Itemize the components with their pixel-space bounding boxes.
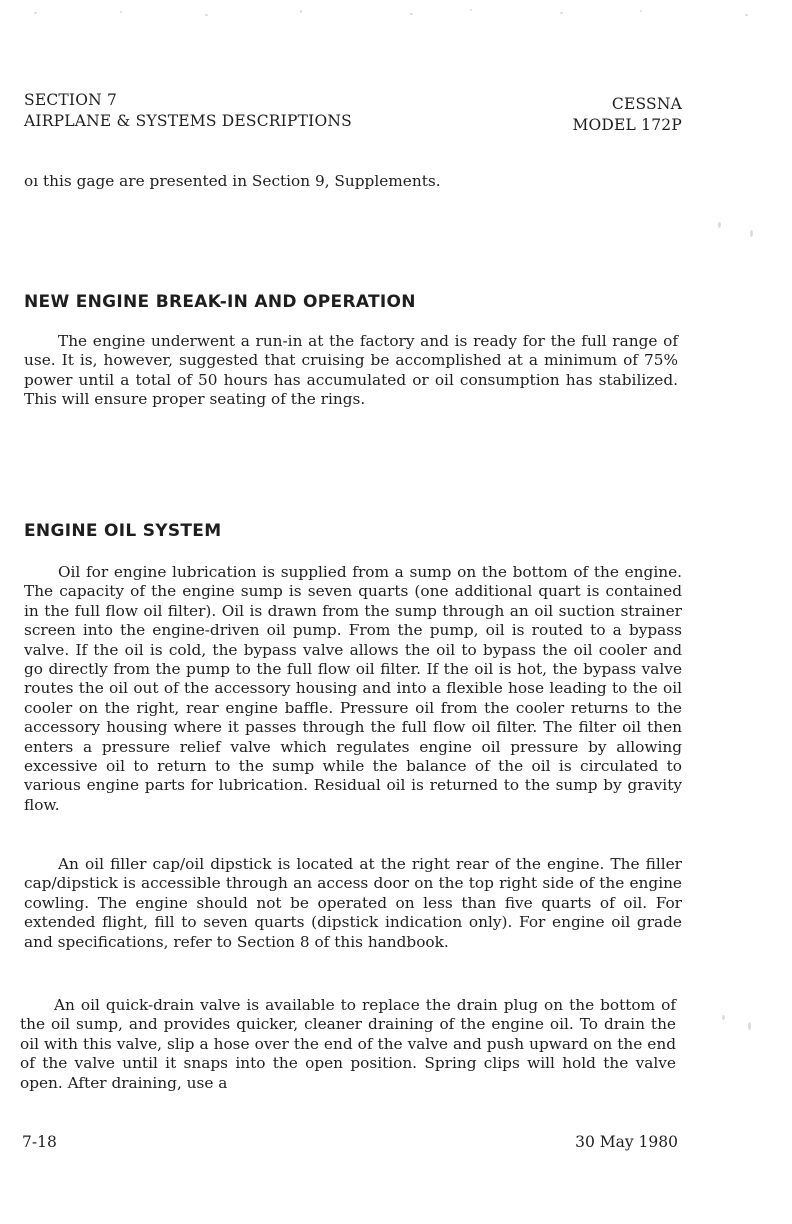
continuation-text: oı this gage are presented in Section 9, Supplements.: [24, 172, 441, 190]
header-left: [24, 90, 352, 132]
heading-oil-system: ENGINE OIL SYSTEM: [24, 521, 222, 541]
aircraft-model: MODEL 172P: [572, 116, 682, 134]
page-number: 7-18: [22, 1133, 57, 1151]
section-number: SECTION 7: [24, 91, 118, 109]
paragraph-oil-system-2: An oil filler cap/oil dipstick is located at the right rear of the engine. The filler cap/dipstick is accessible through an access door on the top right side of the engine cowling. The engine should not be operated on less than five quarts of oil. For extended flight, fill to seven quarts (dipstick indication only). For engine oil grade and specifications, refer to Section 8 of this handbook.: [24, 855, 682, 951]
section-title: AIRPLANE & SYSTEMS DESCRIPTIONS: [24, 112, 352, 130]
paragraph-oil-system-1: Oil for engine lubrication is supplied from a sump on the bottom of the engine. The capacity of the engine sump is seven quarts (one additional quart is contained in the full flow oil filter). Oil is drawn from the sump through an oil suction strainer screen into the engine-driven oil pump. From the pump, oil is routed to a bypass valve. If the oil is cold, the bypass valve allows the oil to bypass the oil cooler and go directly from the pump to the full flow oil filter. If the oil is hot, the bypass valve routes the oil out of the accessory housing and into a flexible hose leading to the oil cooler on the right, rear engine baffle. Pressure oil from the cooler returns to the accessory housing where it passes through the full flow oil filter. The filter oil then enters a pressure relief valve which regulates engine oil pressure by allowing excessive oil to return to the sump while the balance of the oil is circulated to various engine parts for lubrication. Residual oil is returned to the sump by gravity flow.: [24, 563, 682, 814]
revision-date: 30 May 1980: [575, 1133, 678, 1151]
paragraph-break-in: The engine underwent a run-in at the factory and is ready for the full range of use. It is, however, suggested that cruising be accomplished at a minimum of 75% power until a total of 50 hours has accumulated or oil consumption has stabilized. This will ensure proper seating of the rings.: [24, 332, 678, 409]
paragraph-oil-system-3: An oil quick-drain valve is available to replace the drain plug on the bottom of the oil sump, and provides quicker, cleaner draining of the engine oil. To drain the oil with this valve, slip a hose over the end of the valve and push upward on the end of the valve until it snaps into the open position. Spring clips will hold the valve open. After draining, use a: [20, 996, 676, 1092]
header-right: [572, 94, 682, 136]
manufacturer: CESSNA: [611, 95, 682, 113]
heading-break-in: NEW ENGINE BREAK-IN AND OPERATION: [24, 292, 416, 312]
